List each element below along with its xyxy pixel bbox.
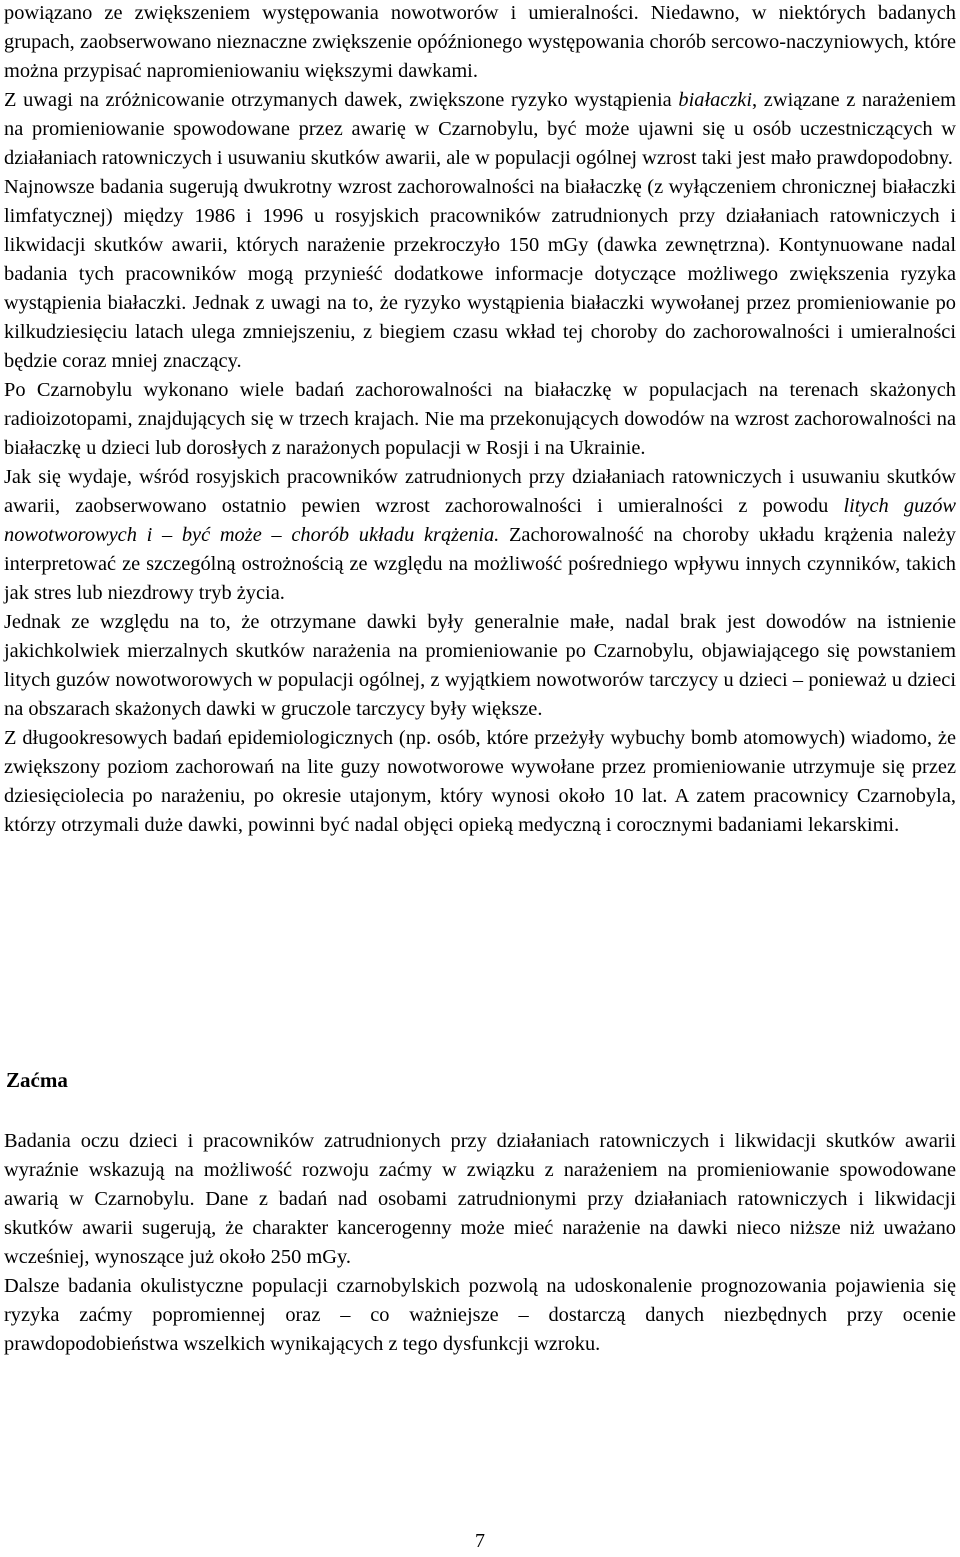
paragraph (4, 1272, 956, 1359)
paragraph-text: Dalsze badania okulistyczne populacji czarnobylskich pozwolą na udoskonalenie prognozowania pojawienia się ryzyka zaćmy popromiennej oraz – co ważniejsze – dostarczą danych niezbędnych przy ocenie prawdopodobieństwa wszelkich wynikających z tego dysfunkcji wzroku. (4, 1275, 956, 1355)
paragraph-text: Jednak ze względu na to, że otrzymane dawki były generalnie małe, nadal brak jest dowodów na istnienie jakichkolwiek mierzalnych skutków narażenia na promieniowanie po Czarnobylu, objawiającego się powstaniem litych guzów nowotworowych w populacji ogólnej, z wyjątkiem nowotworów tarczycy u dzieci – ponieważ u dzieci na obszarach skażonych dawki w gruczole tarczycy były większe. (4, 611, 956, 720)
cataract-section-text (4, 1127, 956, 1359)
paragraph-text: powiązano ze zwiększeniem występowania nowotworów i umieralności. Niedawno, w niektórych badanych grupach, zaobserwowano nieznaczne zwiększenie opóźnionego występowania chorób sercowo-naczyniowych, które można przypisać napromieniowaniu większymi dawkami. (4, 2, 956, 82)
paragraph (4, 86, 956, 173)
paragraph-text: Z długookresowych badań epidemiologicznych (np. osób, które przeżyły wybuchy bomb atomowych) wiadomo, że zwiększony poziom zachorowań na lite guzy nowotworowe wywołane przez promieniowanie utrzymuje się przez dziesięciolecia po narażeniu, po okresie utajonym, który wynosi około 10 lat. A zatem pracownicy Czarnobyla, którzy otrzymali duże dawki, powinni być nadal objęci opieką medyczną i corocznymi badaniami lekarskimi. (4, 727, 956, 836)
italic-text: litych guzów nowotworowych i – być może – chorób układu krążenia. (4, 495, 956, 546)
paragraph (4, 0, 956, 86)
italic-text: białaczki (678, 89, 753, 111)
paragraph-text: Z uwagi na zróżnicowanie otrzymanych dawek, zwiększone ryzyko wystąpienia (4, 89, 679, 111)
paragraph (4, 724, 956, 840)
paragraph (4, 173, 956, 376)
paragraph-text: Po Czarnobylu wykonano wiele badań zachorowalności na białaczkę w populacjach na terenach skażonych radioizotopami, znajdujących się w trzech krajach. Nie ma przekonujących dowodów na wzrost zachorowalności na białaczkę u dzieci lub dorosłych z narażonych populacji w Rosji i na Ukrainie. (4, 379, 956, 459)
paragraph (4, 463, 956, 608)
paragraph-text: Zachorowalność na choroby układu krążenia należy interpretować ze szczególną ostrożnością ze względu na możliwość pośredniego wpływu innych czynników, takich jak stres lub niezdrowy tryb życia. (4, 524, 956, 604)
paragraphs-group-2 (4, 1127, 956, 1359)
paragraph (4, 1127, 956, 1272)
paragraph-text: Najnowsze badania sugerują dwukrotny wzrost zachorowalności na białaczkę (z wyłączeniem chronicznej białaczki limfatycznej) między 1986 i 1996 u rosyjskich pracowników zatrudnionych przy działaniach ratowniczych i likwidacji skutków awarii, których narażenie przekroczyło 150 mGy (dawka zewnętrzna). Kontynuowane nadal badania tych pracowników mogą przynieść dodatkowe informacje dotyczące możliwego zwiększenia ryzyka wystąpienia białaczki. Jednak z uwagi na to, że ryzyko wystąpienia białaczki wywołanej przez promieniowanie po kilkudziesięciu latach ulega zmniejszeniu, z biegiem czasu wkład tej choroby do zachorowalności i umieralności będzie coraz mniej znaczący. (4, 176, 956, 372)
page-number: 7 (475, 1530, 485, 1552)
paragraph-text: Jak się wydaje, wśród rosyjskich pracowników zatrudnionych przy działaniach ratowniczych i usuwaniu skutków awarii, zaobserwowano ostatnio pewien wzrost zachorowalności i umieralności z powodu (4, 466, 956, 517)
paragraph (4, 608, 956, 724)
section-heading: Zaćma (6, 1068, 68, 1092)
paragraphs-group-1 (4, 0, 956, 840)
main-text-block (4, 0, 956, 840)
paragraph-text: Badania oczu dzieci i pracowników zatrudnionych przy działaniach ratowniczych i likwidacji skutków awarii wyraźnie wskazują na możliwość rozwoju zaćmy w związku z narażeniem na promieniowanie spowodowane awarią w Czarnobylu. Dane z badań nad osobami zatrudnionymi przy działaniach ratowniczych i likwidacji skutków awarii sugerują, że charakter kancerogenny może mieć narażenie na dawki nieco niższe niż uważano wcześniej, wynoszące już około 250 mGy. (4, 1130, 956, 1268)
paragraph-text: , związane z narażeniem na promieniowanie spowodowane przez awarię w Czarnobylu, być może ujawni się u osób uczestniczących w działaniach ratowniczych i usuwaniu skutków awarii, ale w populacji ogólnej wzrost taki jest mało prawdopodobny. (4, 89, 956, 169)
paragraph (4, 376, 956, 463)
